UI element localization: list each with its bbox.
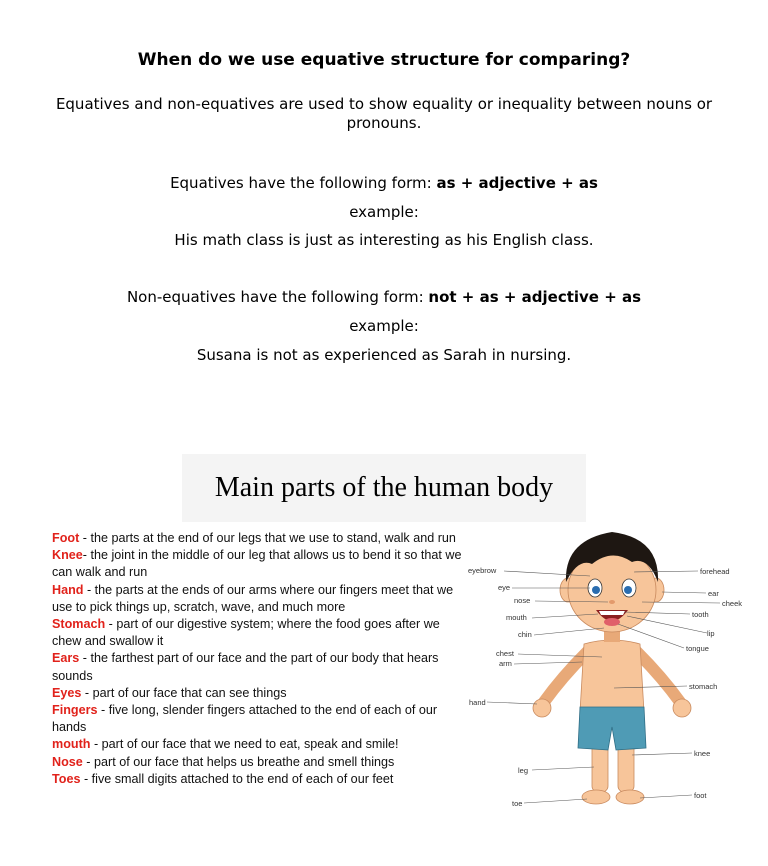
definitions-list — [52, 530, 462, 788]
label-stomach: stomach — [689, 682, 718, 691]
section-title: Main parts of the human body — [214, 472, 554, 503]
label-leg: leg — [518, 766, 529, 775]
definition-text: - part of our face that we need to eat, speak and smile! — [90, 737, 399, 752]
definition-term: Fingers — [52, 703, 98, 718]
label-forehead: forehead — [700, 567, 730, 576]
label-hand: hand — [469, 698, 486, 707]
label-tooth: tooth — [692, 610, 709, 619]
definition-term: mouth — [52, 737, 91, 752]
definition-text: - the joint in the middle of our leg that allows us to bend it so that we can walk and run — [52, 548, 462, 580]
definition-item — [52, 736, 462, 753]
non-equatives-example: Susana is not as experienced as Sarah in nursing. — [196, 346, 572, 364]
label-knee: knee — [694, 749, 711, 758]
boy-illustration — [533, 532, 691, 804]
definition-text: - part of our face that can see things — [81, 685, 287, 700]
definition-term: Foot — [52, 531, 80, 545]
definition-term: Toes — [52, 771, 81, 786]
non-equatives-form-prefix: Non-equatives have the following form — [126, 288, 419, 306]
definition-item — [52, 547, 462, 581]
equatives-form-value: as + adjective + as — [436, 174, 598, 192]
definition-term: Nose — [52, 754, 83, 769]
label-toe: toe — [512, 799, 523, 808]
definition-item — [52, 702, 462, 736]
label-arm: arm — [499, 659, 512, 668]
label-ear: ear — [708, 589, 719, 598]
equatives-form-prefix: Equatives have the following form — [170, 174, 427, 192]
definition-item — [52, 754, 462, 771]
definition-text: - the parts at the end of our legs that we use to stand, walk and run — [79, 531, 456, 545]
label-chin: chin — [518, 630, 532, 639]
definition-term: Ears — [52, 651, 80, 666]
label-tongue: tongue — [686, 644, 709, 653]
label-mouth: mouth — [506, 613, 527, 622]
intro-paragraph: Equatives and non-equatives are used to show equality or inequality between nouns or pronouns. — [55, 95, 713, 132]
definition-text: - five long, slender fingers attached to the end of each of our hands — [52, 703, 438, 735]
label-eye: eye — [498, 583, 511, 592]
human-body-diagram — [462, 512, 762, 822]
definition-text: - part of our face that helps us breathe and smell things — [82, 754, 395, 769]
definition-item — [52, 650, 462, 684]
label-cheek: cheek — [722, 599, 743, 608]
label-nose: nose — [514, 596, 531, 605]
equatives-example: His math class is just as interesting as his English class. — [174, 231, 594, 249]
page-title: When do we use equative structure for comparing? — [137, 50, 631, 70]
label-lip: lip — [707, 629, 715, 638]
definition-term: Hand — [52, 582, 84, 597]
definition-item — [52, 685, 462, 702]
definition-term: Eyes — [52, 685, 82, 700]
definition-item — [52, 771, 462, 788]
definition-text: - the parts at the ends of our arms where our fingers meet that we use to pick things up, scratch, wave, and much more — [52, 582, 454, 614]
label-foot: foot — [694, 791, 707, 800]
equatives-form: Equatives have the following form: as + adjective + as — [170, 174, 598, 192]
definition-item — [52, 530, 462, 547]
definition-term: Stomach — [52, 617, 106, 632]
definition-text: - the farthest part of our face and the part of our body that hears sounds — [52, 651, 439, 683]
definition-item — [52, 616, 462, 650]
non-equatives-form-value: not + as + adjective + as — [428, 288, 642, 306]
non-equatives-form: Non-equatives have the following form: not + as + adjective + as — [126, 288, 642, 306]
equatives-example-label: example: — [349, 203, 419, 221]
definition-term: Knee — [52, 548, 83, 563]
definition-text: - part of our digestive system; where the food goes after we chew and swallow it — [52, 617, 440, 649]
non-equatives-example-label: example: — [349, 317, 419, 335]
label-eyebrow: eyebrow — [468, 566, 497, 575]
definition-text: - five small digits attached to the end of each of our feet — [80, 771, 394, 786]
definition-item — [52, 582, 462, 616]
label-chest: chest — [496, 649, 514, 658]
